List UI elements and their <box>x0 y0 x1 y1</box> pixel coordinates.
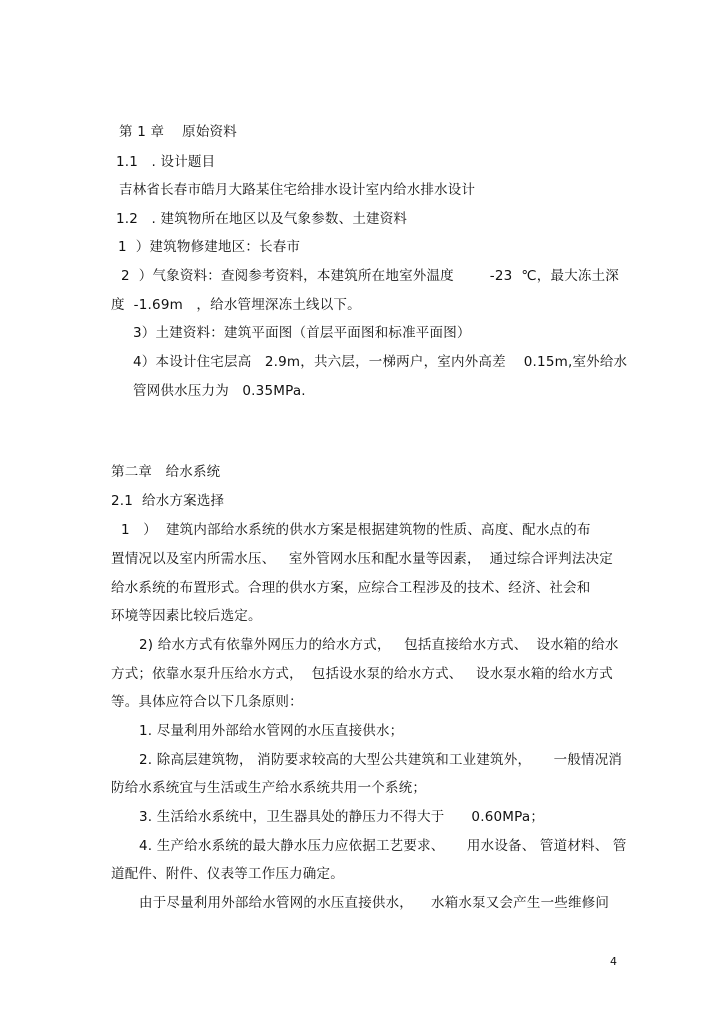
item-4-line-2: 管网供水压力为 0.35MPa. <box>133 383 306 399</box>
section-2-1-heading: 2.1 给水方案选择 <box>111 493 225 509</box>
item-2-line-1: 2 ）气象资料：查阅参考资料，本建筑所在地室外温度 -23 ℃，最大冻土深 <box>121 268 619 284</box>
item-2-line-2: 度 -1.69m ，给水管埋深冻土线以下。 <box>111 297 361 313</box>
item-1: 1 ）建筑物修建地区：长春市 <box>118 239 301 255</box>
chapter2-title: 第二章 给水系统 <box>111 464 221 480</box>
rule-2-line-2: 防给水系统宜与生活或生产给水系统共用一个系统； <box>111 780 427 796</box>
paragraph-2-line-1: 2) 给水方式有依靠外网压力的给水方式， 包括直接给水方式、 设水箱的给水 <box>139 637 619 653</box>
section-1-1-heading: 1.1 . 设计题目 <box>116 154 216 170</box>
paragraph-2-line-3: 等。具体应符合以下几条原则： <box>111 694 303 710</box>
paragraph-1-line-4: 环境等因素比较后选定。 <box>111 608 262 624</box>
paragraph-1-line-2: 置情况以及室内所需水压、 室外管网水压和配水量等因素， 通过综合评判法决定 <box>111 551 613 567</box>
rule-3: 3. 生活给水系统中，卫生器具处的静压力不得大于 0.60MPa； <box>139 809 545 825</box>
page-number: 4 <box>610 955 617 968</box>
rule-1: 1. 尽量利用外部给水管网的水压直接供水； <box>139 723 404 739</box>
rule-4-line-1: 4. 生产给水系统的最大静水压力应依据工艺要求、 用水设备、 管道材料、 管 <box>139 838 627 854</box>
rule-4-line-2: 道配件、附件、仪表等工作压力确定。 <box>111 866 344 882</box>
chapter1-title: 第 1 章 原始资料 <box>119 124 237 140</box>
rule-2-line-1: 2. 除高层建筑物， 消防要求较高的大型公共建筑和工业建筑外， 一般情况消 <box>139 752 623 768</box>
item-4-line-1: 4）本设计住宅层高 2.9m，共六层，一梯两户，室内外高差 0.15m,室外给水 <box>133 354 628 370</box>
item-3: 3）土建资料：建筑平面图（首层平面图和标准平面图） <box>133 325 471 341</box>
section-1-1-text: 吉林省长春市皓月大路某住宅给排水设计室内给水排水设计 <box>119 182 476 198</box>
section-1-2-heading: 1.2 . 建筑物所在地区以及气象参数、土建资料 <box>116 211 408 227</box>
paragraph-1-line-3: 给水系统的布置形式。合理的供水方案，应综合工程涉及的技术、经济、社会和 <box>111 580 591 596</box>
paragraph-2-line-2: 方式；依靠水泵升压给水方式， 包括设水泵的给水方式、 设水泵水箱的给水方式 <box>111 666 613 682</box>
paragraph-1-line-1: 1 ） 建筑内部给水系统的供水方案是根据建筑物的性质、高度、配水点的布 <box>121 522 591 538</box>
closing-line: 由于尽量利用外部给水管网的水压直接供水， 水箱水泵又会产生一些维修问 <box>139 895 610 911</box>
